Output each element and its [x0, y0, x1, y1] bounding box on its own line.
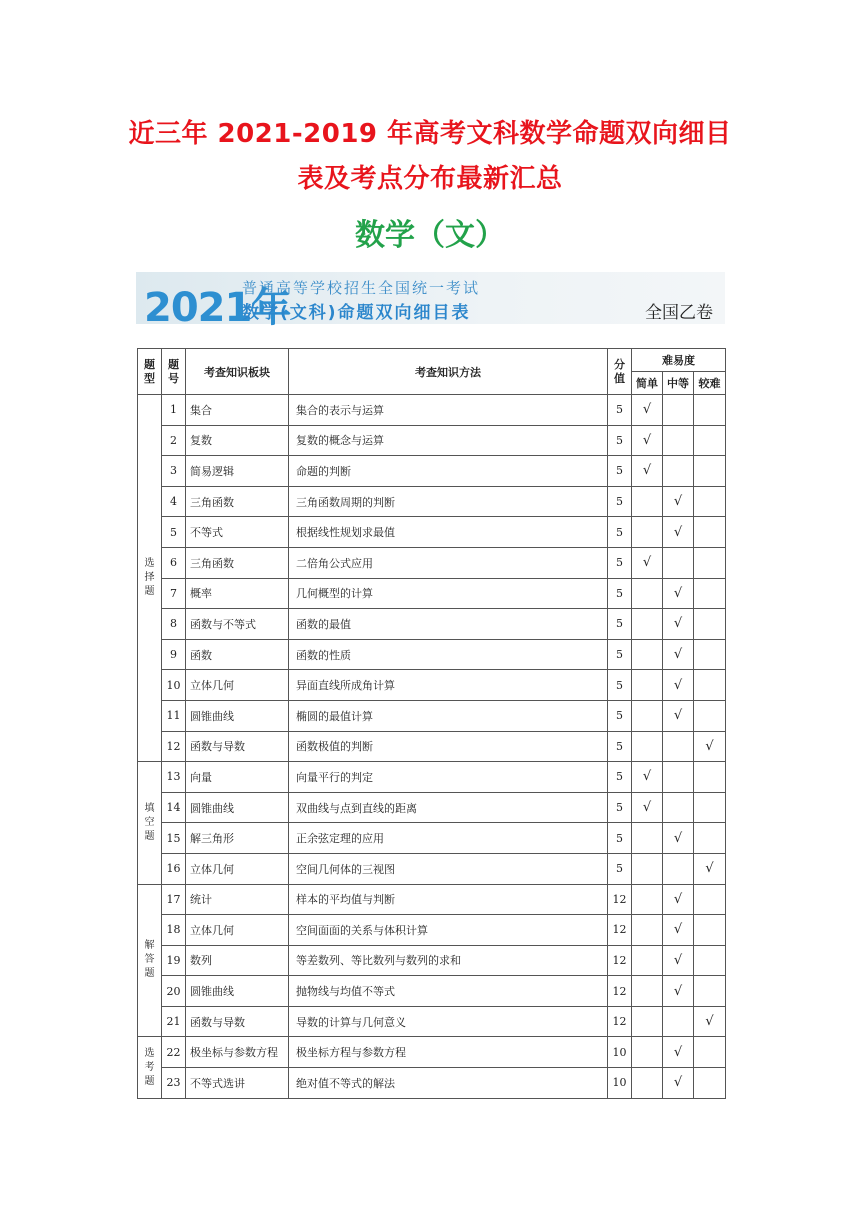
question-number: 11: [162, 700, 186, 731]
score-value: 5: [608, 639, 632, 670]
score-value: 10: [608, 1068, 632, 1099]
knowledge-block: 函数: [186, 639, 289, 670]
score-value: 5: [608, 486, 632, 517]
section-label: 解 答 题: [138, 884, 162, 1037]
header-hard: 较难: [694, 372, 726, 395]
table-row: [138, 884, 726, 915]
difficulty-hard-mark: [694, 945, 726, 976]
knowledge-block: 函数与导数: [186, 1006, 289, 1037]
question-number: 8: [162, 609, 186, 640]
banner-paper-name: 全国乙卷: [645, 303, 713, 323]
table-row: [138, 700, 726, 731]
difficulty-easy-mark: [632, 945, 663, 976]
difficulty-medium-mark: √: [663, 700, 694, 731]
specification-table: [137, 348, 726, 1099]
knowledge-method: 绝对值不等式的解法: [289, 1068, 608, 1099]
difficulty-medium-mark: √: [663, 609, 694, 640]
section-label: 选 考 题: [138, 1037, 162, 1098]
score-value: 5: [608, 670, 632, 701]
score-value: 5: [608, 823, 632, 854]
knowledge-method: 正余弦定理的应用: [289, 823, 608, 854]
header-easy: 简单: [632, 372, 663, 395]
score-value: 5: [608, 395, 632, 426]
table-row: [138, 976, 726, 1007]
difficulty-hard-mark: √: [694, 731, 726, 762]
difficulty-easy-mark: [632, 578, 663, 609]
knowledge-method: 极坐标方程与参数方程: [289, 1037, 608, 1068]
knowledge-block: 极坐标与参数方程: [186, 1037, 289, 1068]
knowledge-block: 立体几何: [186, 915, 289, 946]
table-row: [138, 853, 726, 884]
difficulty-medium-mark: √: [663, 1037, 694, 1068]
score-value: 5: [608, 609, 632, 640]
score-value: 5: [608, 517, 632, 548]
header-number: 题 号: [162, 349, 186, 395]
difficulty-easy-mark: [632, 1068, 663, 1099]
difficulty-easy-mark: √: [632, 547, 663, 578]
difficulty-medium-mark: √: [663, 945, 694, 976]
score-value: 12: [608, 976, 632, 1007]
score-value: 5: [608, 547, 632, 578]
knowledge-block: 不等式选讲: [186, 1068, 289, 1099]
banner-exam-name: 普通高等学校招生全国统一考试: [242, 279, 481, 297]
difficulty-easy-mark: [632, 639, 663, 670]
score-value: 12: [608, 945, 632, 976]
difficulty-easy-mark: [632, 731, 663, 762]
question-number: 7: [162, 578, 186, 609]
table-row: [138, 792, 726, 823]
difficulty-easy-mark: [632, 884, 663, 915]
question-number: 12: [162, 731, 186, 762]
difficulty-easy-mark: √: [632, 792, 663, 823]
knowledge-method: 空间几何体的三视图: [289, 853, 608, 884]
knowledge-method: 二倍角公式应用: [289, 547, 608, 578]
difficulty-easy-mark: [632, 976, 663, 1007]
banner-table-name: 数学(文科)命题双向细目表: [242, 303, 471, 323]
document-title-line1: 近三年 2021-2019 年高考文科数学命题双向细目: [128, 119, 732, 149]
question-number: 14: [162, 792, 186, 823]
section-label: 选 择 题: [138, 395, 162, 762]
difficulty-hard-mark: [694, 486, 726, 517]
difficulty-medium-mark: [663, 731, 694, 762]
table-row: [138, 395, 726, 426]
question-number: 2: [162, 425, 186, 456]
difficulty-medium-mark: √: [663, 823, 694, 854]
knowledge-method: 异面直线所成角计算: [289, 670, 608, 701]
difficulty-hard-mark: [694, 884, 726, 915]
header-medium: 中等: [663, 372, 694, 395]
table-row: [138, 1006, 726, 1037]
difficulty-hard-mark: [694, 1037, 726, 1068]
header-knowledge-method: 考查知识方法: [289, 349, 608, 395]
difficulty-easy-mark: √: [632, 425, 663, 456]
subject-subtitle: 数学（文）: [355, 218, 505, 253]
question-number: 19: [162, 945, 186, 976]
table-row: [138, 945, 726, 976]
header-difficulty: 难易度: [632, 349, 726, 372]
question-number: 13: [162, 762, 186, 793]
table-row: [138, 456, 726, 487]
difficulty-hard-mark: [694, 915, 726, 946]
score-value: 12: [608, 915, 632, 946]
section-label: 填 空 题: [138, 762, 162, 884]
score-value: 5: [608, 853, 632, 884]
question-number: 5: [162, 517, 186, 548]
knowledge-block: 解三角形: [186, 823, 289, 854]
difficulty-medium-mark: √: [663, 578, 694, 609]
knowledge-block: 数列: [186, 945, 289, 976]
knowledge-block: 向量: [186, 762, 289, 793]
table-row: [138, 639, 726, 670]
question-number: 4: [162, 486, 186, 517]
difficulty-easy-mark: [632, 670, 663, 701]
question-number: 1: [162, 395, 186, 426]
knowledge-block: 复数: [186, 425, 289, 456]
difficulty-hard-mark: [694, 792, 726, 823]
question-number: 21: [162, 1006, 186, 1037]
difficulty-hard-mark: [694, 609, 726, 640]
table-row: [138, 547, 726, 578]
difficulty-hard-mark: [694, 395, 726, 426]
difficulty-easy-mark: [632, 1006, 663, 1037]
difficulty-medium-mark: [663, 456, 694, 487]
knowledge-method: 椭圆的最值计算: [289, 700, 608, 731]
table-row: [138, 517, 726, 548]
knowledge-method: 复数的概念与运算: [289, 425, 608, 456]
knowledge-block: 立体几何: [186, 670, 289, 701]
difficulty-easy-mark: [632, 609, 663, 640]
table-row: [138, 1068, 726, 1099]
difficulty-hard-mark: √: [694, 853, 726, 884]
difficulty-hard-mark: [694, 547, 726, 578]
knowledge-block: 圆锥曲线: [186, 700, 289, 731]
knowledge-block: 函数与导数: [186, 731, 289, 762]
knowledge-method: 样本的平均值与判断: [289, 884, 608, 915]
difficulty-easy-mark: [632, 1037, 663, 1068]
knowledge-method: 几何概型的计算: [289, 578, 608, 609]
difficulty-hard-mark: [694, 639, 726, 670]
question-number: 6: [162, 547, 186, 578]
knowledge-method: 空间面面的关系与体积计算: [289, 915, 608, 946]
knowledge-block: 简易逻辑: [186, 456, 289, 487]
score-value: 5: [608, 700, 632, 731]
knowledge-block: 不等式: [186, 517, 289, 548]
knowledge-block: 圆锥曲线: [186, 976, 289, 1007]
question-number: 20: [162, 976, 186, 1007]
knowledge-method: 双曲线与点到直线的距离: [289, 792, 608, 823]
difficulty-hard-mark: [694, 578, 726, 609]
difficulty-hard-mark: [694, 700, 726, 731]
difficulty-medium-mark: √: [663, 1068, 694, 1099]
score-value: 10: [608, 1037, 632, 1068]
table-row: [138, 731, 726, 762]
difficulty-medium-mark: [663, 792, 694, 823]
difficulty-easy-mark: [632, 486, 663, 517]
difficulty-medium-mark: √: [663, 976, 694, 1007]
knowledge-block: 三角函数: [186, 547, 289, 578]
difficulty-medium-mark: [663, 853, 694, 884]
score-value: 12: [608, 1006, 632, 1037]
table-row: [138, 578, 726, 609]
document-title-line2: 表及考点分布最新汇总: [297, 164, 563, 194]
table-row: [138, 670, 726, 701]
difficulty-hard-mark: [694, 425, 726, 456]
score-value: 12: [608, 884, 632, 915]
difficulty-hard-mark: [694, 670, 726, 701]
difficulty-medium-mark: √: [663, 486, 694, 517]
difficulty-medium-mark: [663, 547, 694, 578]
table-body: [138, 395, 726, 1099]
question-number: 3: [162, 456, 186, 487]
question-number: 10: [162, 670, 186, 701]
difficulty-easy-mark: √: [632, 456, 663, 487]
difficulty-medium-mark: √: [663, 517, 694, 548]
knowledge-method: 根据线性规划求最值: [289, 517, 608, 548]
question-number: 23: [162, 1068, 186, 1099]
knowledge-method: 集合的表示与运算: [289, 395, 608, 426]
question-number: 17: [162, 884, 186, 915]
knowledge-block: 概率: [186, 578, 289, 609]
exam-banner: [136, 272, 725, 331]
score-value: 5: [608, 731, 632, 762]
difficulty-medium-mark: [663, 425, 694, 456]
difficulty-medium-mark: √: [663, 670, 694, 701]
table-row: [138, 486, 726, 517]
knowledge-method: 命题的判断: [289, 456, 608, 487]
difficulty-easy-mark: [632, 915, 663, 946]
score-value: 5: [608, 762, 632, 793]
difficulty-easy-mark: [632, 517, 663, 548]
knowledge-method: 等差数列、等比数列与数列的求和: [289, 945, 608, 976]
knowledge-method: 函数的最值: [289, 609, 608, 640]
score-value: 5: [608, 578, 632, 609]
knowledge-block: 三角函数: [186, 486, 289, 517]
table-row: [138, 609, 726, 640]
question-number: 16: [162, 853, 186, 884]
difficulty-medium-mark: √: [663, 915, 694, 946]
header-type: 题 型: [138, 349, 162, 395]
knowledge-method: 抛物线与均值不等式: [289, 976, 608, 1007]
difficulty-hard-mark: √: [694, 1006, 726, 1037]
header-score: 分 值: [608, 349, 632, 395]
difficulty-easy-mark: [632, 823, 663, 854]
knowledge-block: 圆锥曲线: [186, 792, 289, 823]
question-number: 15: [162, 823, 186, 854]
difficulty-medium-mark: [663, 762, 694, 793]
question-number: 18: [162, 915, 186, 946]
knowledge-block: 立体几何: [186, 853, 289, 884]
difficulty-easy-mark: [632, 853, 663, 884]
table-row: [138, 1037, 726, 1068]
difficulty-easy-mark: √: [632, 762, 663, 793]
knowledge-method: 函数的性质: [289, 639, 608, 670]
score-value: 5: [608, 425, 632, 456]
header-knowledge-block: 考查知识板块: [186, 349, 289, 395]
difficulty-hard-mark: [694, 823, 726, 854]
question-number: 22: [162, 1037, 186, 1068]
difficulty-medium-mark: [663, 395, 694, 426]
knowledge-method: 向量平行的判定: [289, 762, 608, 793]
difficulty-hard-mark: [694, 1068, 726, 1099]
difficulty-hard-mark: [694, 456, 726, 487]
difficulty-medium-mark: √: [663, 884, 694, 915]
difficulty-hard-mark: [694, 976, 726, 1007]
banner-year: 2021年: [144, 285, 291, 331]
knowledge-method: 三角函数周期的判断: [289, 486, 608, 517]
knowledge-block: 集合: [186, 395, 289, 426]
knowledge-method: 导数的计算与几何意义: [289, 1006, 608, 1037]
difficulty-hard-mark: [694, 517, 726, 548]
table-row: [138, 762, 726, 793]
table-row: [138, 823, 726, 854]
score-value: 5: [608, 456, 632, 487]
table-row: [138, 915, 726, 946]
difficulty-easy-mark: [632, 700, 663, 731]
knowledge-block: 函数与不等式: [186, 609, 289, 640]
table-row: [138, 425, 726, 456]
knowledge-method: 函数极值的判断: [289, 731, 608, 762]
score-value: 5: [608, 792, 632, 823]
difficulty-hard-mark: [694, 762, 726, 793]
difficulty-medium-mark: √: [663, 639, 694, 670]
question-number: 9: [162, 639, 186, 670]
difficulty-easy-mark: √: [632, 395, 663, 426]
knowledge-block: 统计: [186, 884, 289, 915]
difficulty-medium-mark: [663, 1006, 694, 1037]
